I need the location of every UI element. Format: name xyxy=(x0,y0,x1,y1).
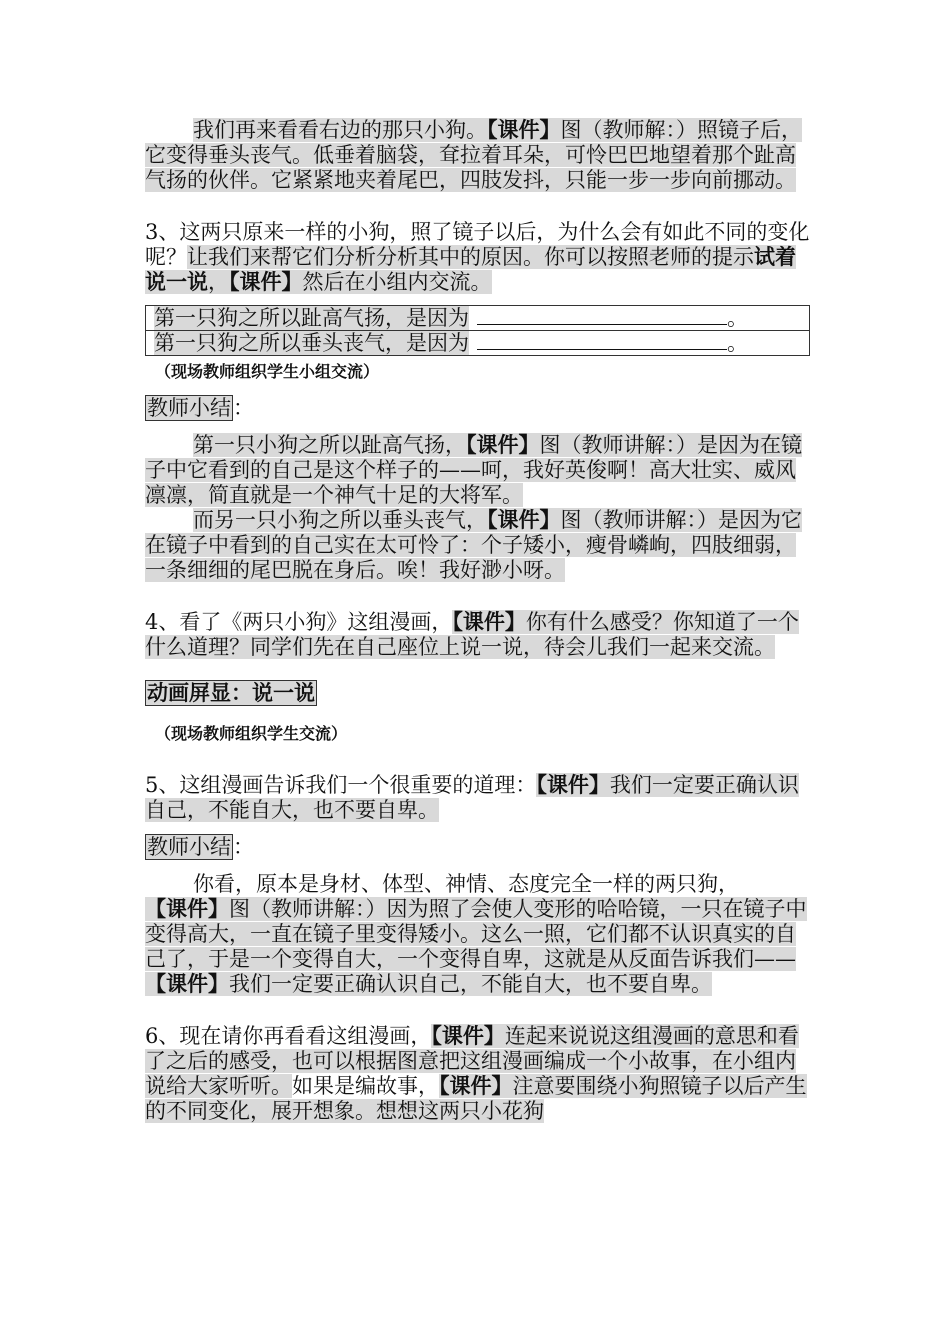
teacher-note: （现场教师组织学生小组交流） xyxy=(155,362,380,381)
courseware-tag: 【课件】 xyxy=(145,972,229,996)
answer-blank[interactable] xyxy=(477,306,727,325)
paragraph-right-dog: 我们再来看看右边的那只小狗。【课件】图（教师解：）照镜子后，它变得垂头丧气。低垂着脑袋，耷拉着耳朵，可怜巴巴地望着那个趾高气扬的伙伴。它紧紧地夹着尾巴，四肢发抖，只能一步一步向前挪动。 xyxy=(145,118,802,192)
paragraph-question-6: 6、现在请你再看看这组漫画，【课件】连起来说说这组漫画的意思和看了之后的感受，也可以根据图意把这组漫画编成一个小故事，在小组内说给大家听听。如果是编故事，【课件】注意要围绕小狗照镜子以后产生的不同变化，展开想象。想想这两只小花狗 xyxy=(145,1024,807,1123)
paragraph-summary-two-dogs: 你看，原本是身材、体型、神情、态度完全一样的两只狗，【课件】图（教师讲解：）因为照了会使人变形的哈哈镜，一只在镜子中变得高大，一直在镜子里变得矮小。这么一照，它们都不认识真实的自己了，于是一个变得自大，一个变得自卑，这就是从反面告诉我们——【课件】我们一定要正确认识自己，不能自大，也不要自卑。 xyxy=(145,872,807,996)
courseware-tag: 【课件】 xyxy=(487,508,561,532)
courseware-tag: 【课件】 xyxy=(431,1024,505,1048)
paragraph-second-dog: 而另一只小狗之所以垂头丧气，【课件】图（教师讲解：）是因为它在镜子中看到的自己实在太可怜了：个子矮小，瘦骨嶙峋，四肢细弱，一条细细的尾巴脱在身后。唉！我好渺小呀。 xyxy=(145,508,802,582)
courseware-tag: 【课件】 xyxy=(229,270,303,294)
bold-try-say: 试着说一说 xyxy=(145,245,796,294)
courseware-tag: 【课件】 xyxy=(466,433,540,457)
teacher-note: （现场教师组织学生交流） xyxy=(155,724,348,743)
summary-heading: 教师小结： xyxy=(147,835,254,859)
courseware-tag: 【课件】 xyxy=(487,118,561,142)
document-page xyxy=(145,118,810,1124)
courseware-tag: 【课件】 xyxy=(452,610,526,634)
summary-heading: 教师小结： xyxy=(147,396,254,420)
fill-in-table xyxy=(145,305,810,356)
summary-label: 教师小结 xyxy=(147,396,231,420)
paragraph-first-dog: 第一只小狗之所以趾高气扬，【课件】图（教师讲解：）是因为在镜子中它看到的自己是这个样子的——呵，我好英俊啊！高大壮实、威风凛凛，简直就是一个神气十足的大将军。 xyxy=(145,433,802,507)
answer-blank[interactable] xyxy=(477,331,727,350)
animation-heading xyxy=(145,680,810,706)
summary-label: 教师小结 xyxy=(147,835,231,859)
animation-label: 动画屏显：说一说 xyxy=(147,681,315,705)
fill-row: 第一只狗之所以垂头丧气，是因为 。 xyxy=(146,331,810,356)
paragraph-question-5: 5、这组漫画告诉我们一个很重要的道理：【课件】我们一定要正确认识自己，不能自大，也不要自卑。 xyxy=(145,773,799,822)
courseware-tag: 【课件】 xyxy=(439,1074,513,1098)
courseware-tag: 【课件】 xyxy=(145,897,229,921)
courseware-tag: 【课件】 xyxy=(536,773,610,797)
paragraph-question-4: 4、看了《两只小狗》这组漫画，【课件】你有什么感受？你知道了一个什么道理？同学们先在自己座位上说一说，待会儿我们一起来交流。 xyxy=(145,610,799,659)
fill-row: 第一只狗之所以趾高气扬，是因为 。 xyxy=(146,306,810,331)
paragraph-question-3: 3、这两只原来一样的小狗，照了镜子以后，为什么会有如此不同的变化呢？让我们来帮它们分析分析其中的原因。你可以按照老师的提示试着说一说，【课件】然后在小组内交流。 xyxy=(145,220,810,294)
